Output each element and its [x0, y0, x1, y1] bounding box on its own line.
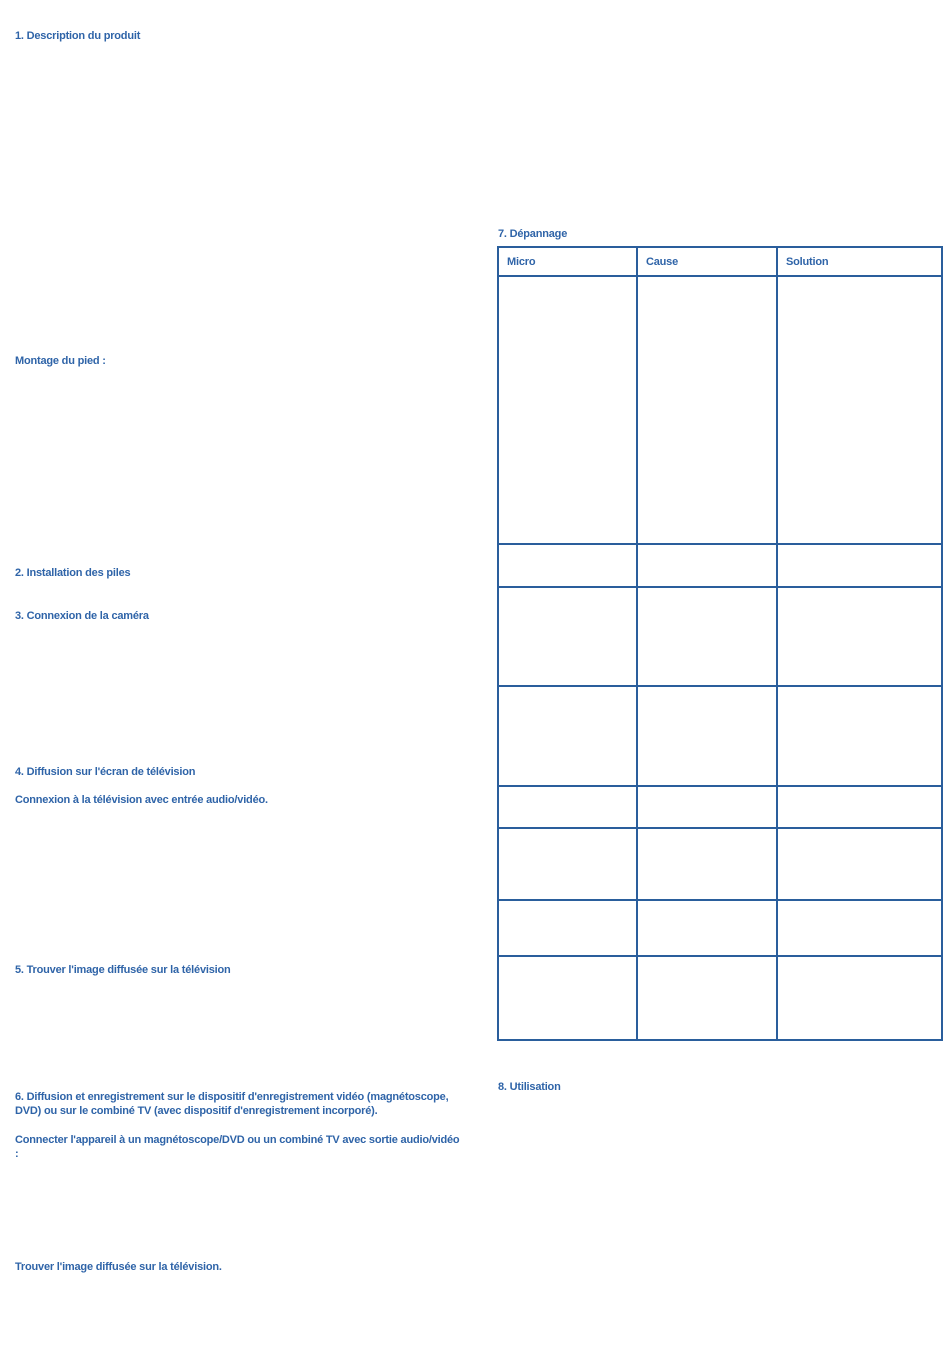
section-3-title: 3. Connexion de la caméra [15, 610, 149, 622]
table-row [498, 900, 942, 956]
section-8-title: 8. Utilisation [498, 1081, 561, 1093]
table-row [498, 786, 942, 828]
section-6-find-image: Trouver l'image diffusée sur la télévision. [15, 1261, 222, 1273]
table-row [498, 276, 942, 544]
troubleshooting-table [497, 246, 943, 1041]
section-4-subtitle: Connexion à la télévision avec entrée audio/vidéo. [15, 794, 268, 806]
section-7-title: 7. Dépannage [498, 228, 568, 240]
section-6-title: 6. Diffusion et enregistrement sur le dispositif d'enregistrement vidéo (magnétoscope, DVD) ou sur le combiné TV (avec dispositif d'enregistrement incorporé). [15, 1091, 449, 1117]
section-1-title: 1. Description du produit [15, 30, 141, 42]
section-6-subtitle: Connecter l'appareil à un magnétoscope/DVD ou un combiné TV avec sortie audio/vidéo : [15, 1134, 460, 1160]
section-4-title: 4. Diffusion sur l'écran de télévision [15, 766, 196, 778]
section-2-title: 2. Installation des piles [15, 567, 131, 579]
table-row [498, 544, 942, 587]
table-row [498, 686, 942, 786]
table-header-row [498, 247, 942, 276]
table-row [498, 587, 942, 686]
header-solution: Solution [777, 247, 942, 276]
header-cause: Cause [637, 247, 777, 276]
header-micro: Micro [498, 247, 637, 276]
table-row [498, 956, 942, 1040]
section-5-title: 5. Trouver l'image diffusée sur la télévision [15, 964, 231, 976]
montage-label: Montage du pied : [15, 355, 106, 367]
table-row [498, 828, 942, 900]
